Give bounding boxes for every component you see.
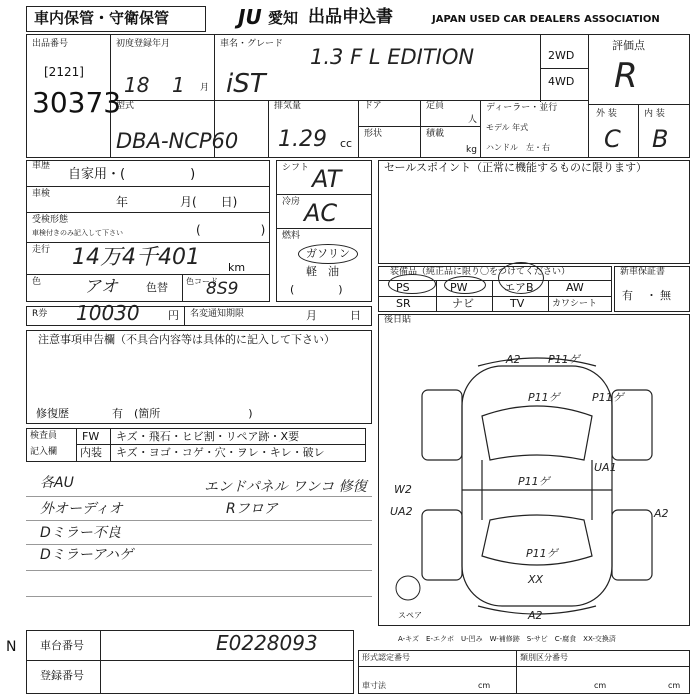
warranty-label: 新車保証書 xyxy=(620,267,666,277)
capacity-label: 定員 xyxy=(426,101,445,111)
fuel-diesel: 軽 油 xyxy=(306,265,339,278)
org-name: 愛知 xyxy=(268,9,299,27)
dims-cm-3: cm xyxy=(668,681,681,690)
load-unit: kg xyxy=(466,145,477,155)
displacement-label: 排気量 xyxy=(274,101,302,111)
spare-label: スペア xyxy=(398,611,422,620)
chassis-number: E0228093 xyxy=(216,631,318,655)
tax-day: 日 xyxy=(350,309,361,322)
inspection-year: 年 xyxy=(116,195,129,209)
first-reg-month: 1 xyxy=(172,73,185,97)
handle-label: ハンドル 左・右 xyxy=(486,143,550,152)
lot-label: 出品番号 xyxy=(32,39,69,49)
dealer-label: ディーラー・並行 xyxy=(486,103,558,113)
auction-sheet: 車内保管・守衛保管 JU 愛知 出品申込書 JAPAN USED CAR DEALERS ASSOCIATION 出品番号 [2121] 30373 初度登録年月 18 1 月 車名・グレード 1.3 F L EDITION iST 2WD 4WD 評価点 R 外 装 内 装 C B 型式 DBA-NCP60 排気量 1.29 cc ドア 形状 定員 人 積載 kg ディーラー・並行 モデル 年式 ハンドル 左・右 車歴 自家用・( ) 車検 年 月( 日) 受検形態 車検付きのみ記入して下さい ( ) 走行 14万4千401 km 色 アオ 色替 色コード 8S9 シフト AT 冷房 AC 燃料 ガソリン 軽 油 ( ) セールスポイント（正常に機能するものに限ります） 装備品（純正品に限り〇をつけてください） PS PW エアB AW SR ナビ TV カワシート 新車保証書 有 ・ 無 R券 10030 円 名変通知期限 月 日 後日貼 注意事項申告欄（不具合内容等は具体的に記入して下さい） 修復歴 有 (箇所 ) 検査員 記入欄 FW キズ・飛石・ヒビ割・リペア跡・X要 内装 キズ・ヨゴ・コゲ・穴・ヲレ・キレ・破レ 各AU エンドパネル ワンコ 修復 外オーディオ Rフロア Dミラー不良 Dミラーアハゲ A2 P11ゲ P11ゲ P11ゲ P11ゲ UA1 W2 UA2 A2 P11ゲ XX A2 スペア A-キズ E-エクボ U-凹み W-補修跡 S-サビ C-腐食 XX-交換済 車台番号 E0228093 登録番号 形式認定番号 類別区分番号 車寸法 cm cm cm N xyxy=(0,0,700,700)
equip-seat: カワシート xyxy=(552,299,598,309)
reception-label: 受検形態 xyxy=(32,215,69,225)
rating-int-label: 内 装 xyxy=(644,109,665,119)
equip-pw: PW xyxy=(450,281,468,294)
equip-aw: AW xyxy=(566,281,584,294)
mileage-value: 14万4千401 xyxy=(72,245,200,270)
after-mark-label: 後日貼 xyxy=(384,315,412,325)
inspection-month: 月( 日) xyxy=(180,195,238,209)
shape-label: 形状 xyxy=(364,129,383,139)
tax-month: 月 xyxy=(306,309,317,322)
equip-airbag: エアB xyxy=(504,281,534,294)
equip-sr: SR xyxy=(396,297,411,310)
mark-ua2: UA2 xyxy=(390,505,413,518)
first-reg-month-unit: 月 xyxy=(200,83,210,93)
rating-ext-label: 外 装 xyxy=(596,109,617,119)
color-code-label: 色コード xyxy=(186,277,218,286)
rating-label: 評価点 xyxy=(612,39,645,52)
remark-4: Rフロア xyxy=(226,501,278,517)
remark-3: 外オーディオ xyxy=(40,501,123,517)
dims-label: 車寸法 xyxy=(362,681,386,690)
mark-w2: W2 xyxy=(394,483,412,496)
registration-label: 登録番号 xyxy=(40,669,84,682)
inspector-fw: FW xyxy=(82,430,100,443)
mark-p-top: P11ゲ xyxy=(548,353,580,366)
type-label: 型式 xyxy=(116,101,135,111)
fuel-paren: ( ) xyxy=(290,283,343,296)
first-reg-label: 初度登録年月 xyxy=(116,39,171,49)
org-english: JAPAN USED CAR DEALERS ASSOCIATION xyxy=(432,14,660,25)
rating-value: R xyxy=(614,56,638,96)
mark-a2-bottom: A2 xyxy=(528,609,543,622)
lot-number: 30373 xyxy=(32,86,122,119)
inspector-row1: キズ・飛石・ヒビ割・リペア跡・X要 xyxy=(116,430,300,443)
color-code: 8S9 xyxy=(206,279,239,299)
mark-p-hood: P11ゲ xyxy=(528,391,560,404)
aircon-value: AC xyxy=(304,199,338,227)
type-code: DBA-NCP60 xyxy=(116,129,239,153)
reception-paren: ( ) xyxy=(196,223,266,237)
remark-6: Dミラーアハゲ xyxy=(40,547,133,563)
mileage-label: 走行 xyxy=(32,245,51,255)
selling-points-label: セールスポイント（正常に機能するものに限ります） xyxy=(384,161,648,174)
shift-label: シフト xyxy=(282,163,310,173)
equip-circle-airbag xyxy=(498,262,544,294)
storage-note: 車内保管・守衛保管 xyxy=(34,9,170,27)
notes-label: 注意事項申告欄（不具合内容等は具体的に記入して下さい） xyxy=(38,333,335,346)
form-title: 出品申込書 xyxy=(308,7,393,27)
inspection-label: 車検 xyxy=(32,189,51,199)
equip-circle-pw xyxy=(444,276,486,294)
repair-label: 修復歴 xyxy=(36,407,69,420)
equip-tv: TV xyxy=(510,297,525,310)
corner-mark: N xyxy=(6,639,17,655)
remark-5: Dミラー不良 xyxy=(40,525,121,541)
drive-2wd: 2WD xyxy=(548,49,575,62)
r-ticket-label: R券 xyxy=(32,309,48,319)
load-label: 積載 xyxy=(426,129,445,139)
equipment-label: 装備品（純正品に限り〇をつけてください） xyxy=(390,267,571,277)
shift-value: AT xyxy=(312,165,342,193)
equip-ps: PS xyxy=(396,281,410,294)
aircon-label: 冷房 xyxy=(282,197,301,207)
drive-4wd: 4WD xyxy=(548,75,575,88)
shape-cert-label: 形式認定番号 xyxy=(362,653,410,662)
first-reg-year: 18 xyxy=(124,73,150,97)
mark-p-roof: P11ゲ xyxy=(518,475,550,488)
reception-note: 車検付きのみ記入して下さい xyxy=(32,229,123,237)
dims-cm-1: cm xyxy=(478,681,491,690)
fuel-gas: ガソリン xyxy=(306,247,350,260)
selling-points-box xyxy=(378,160,690,264)
history-value: 自家用・( ) xyxy=(68,167,196,182)
warranty-no: 無 xyxy=(660,289,671,302)
history-label: 車歴 xyxy=(32,161,51,171)
mark-ua1: UA1 xyxy=(594,461,617,474)
mileage-unit: km xyxy=(228,261,246,274)
lot-sub: [2121] xyxy=(44,65,84,79)
capacity-unit: 人 xyxy=(468,115,478,125)
mark-a2-top: A2 xyxy=(506,353,521,366)
displacement-value: 1.29 xyxy=(278,127,327,152)
category-label: 類別区分番号 xyxy=(520,653,568,662)
warranty-yes: 有 xyxy=(622,289,633,302)
inspector-label1: 検査員 xyxy=(30,431,58,441)
rating-ext: C xyxy=(604,125,621,153)
color-value: アオ xyxy=(84,277,118,297)
inspector-row2: キズ・ヨゴ・コゲ・穴・ヲレ・キレ・破レ xyxy=(116,446,325,459)
rating-int: B xyxy=(652,125,669,153)
model-grade: 1.3 F L EDITION xyxy=(310,45,475,69)
legend: A-キズ E-エクボ U-凹み W-補修跡 S-サビ C-腐食 XX-交換済 xyxy=(398,635,616,643)
doors-label: ドア xyxy=(364,101,382,111)
mark-a2-right: A2 xyxy=(654,507,669,520)
color-label: 色 xyxy=(32,277,42,287)
r-ticket-value: 10030 xyxy=(76,301,140,325)
remark-2: エンドパネル ワンコ 修復 xyxy=(204,479,367,495)
mark-p-right: P11ゲ xyxy=(592,391,624,404)
displacement-unit: cc xyxy=(340,137,353,150)
mark-p-rear: P11ゲ xyxy=(526,547,558,560)
mark-xx: XX xyxy=(528,573,544,586)
color-change: 色替 xyxy=(146,281,168,294)
fuel-label: 燃料 xyxy=(282,231,301,241)
ju-logo: JU xyxy=(238,5,262,29)
repair-value: 有 (箇所 ) xyxy=(112,407,253,420)
r-ticket-unit: 円 xyxy=(168,309,179,322)
tax-label: 名変通知期限 xyxy=(190,309,245,319)
inspector-label2: 記入欄 xyxy=(30,447,58,457)
equip-circle-ps xyxy=(388,274,436,294)
remark-1: 各AU xyxy=(40,475,74,491)
model-year-label: モデル 年式 xyxy=(486,123,529,132)
inspector-int: 内装 xyxy=(80,446,102,459)
model-name: iST xyxy=(226,69,266,99)
equip-navi: ナビ xyxy=(452,297,474,310)
chassis-label: 車台番号 xyxy=(40,639,84,652)
model-label: 車名・グレード xyxy=(220,39,284,49)
dims-cm-2: cm xyxy=(594,681,607,690)
